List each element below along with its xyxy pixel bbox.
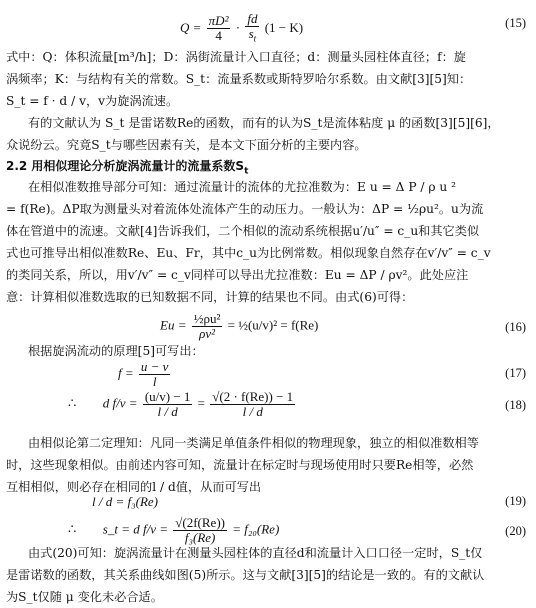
p5-line1: 由相似论第二定理知：凡同一类满足单值条件相似的物理现象，独立的相似准数相等 <box>28 436 479 450</box>
eq15-number: (15) <box>505 16 526 30</box>
section-heading-sub: t <box>244 166 249 177</box>
p2-line2: 众说纷云。究竟S_t与哪些因素有关，是本文下面分析的主要内容。 <box>6 138 367 152</box>
eq16-number: (16) <box>505 320 526 334</box>
p1-line2: 涡频率；K：与结构有关的常数。S_t：流量系数或斯特罗哈尔系数。由文献[3][5]知： <box>6 72 472 86</box>
eq16-lhs: Eu = <box>160 317 187 333</box>
eq15-den2: s <box>248 26 254 41</box>
eq16-num: ½ρu² <box>193 311 221 326</box>
eq18-therefore: ∴ <box>68 395 77 411</box>
equation-15 <box>0 2 536 42</box>
paragraph-similarity <box>6 432 526 498</box>
eq15-lhs: Q = <box>180 19 202 35</box>
eq18-den2: l / d <box>242 404 263 419</box>
p6-line1: 由式(20)可知：旋涡流量计在测量头园柱体的直径d和流量计入口口径一定时，S_t仅 <box>28 546 483 560</box>
paragraph-euler <box>6 176 526 308</box>
p5-line2: 时，这些现象相似。由前述内容可知，流量计在标定时与现场使用时只要Re相等，必然 <box>6 458 474 472</box>
eq15-den1: 4 <box>215 28 222 44</box>
eq17-lhs: f = <box>118 365 134 381</box>
p3-line3: 体在管道中的流速。文献[4]告诉我们，二个相似的流动系统根据u′/u″ = c_u和其它类似 <box>6 224 480 238</box>
eq15-den2-sub: t <box>253 33 257 44</box>
eq16-mid: = ½(u/v)² = f(Re) <box>227 317 319 333</box>
eq19-number: (19) <box>505 494 526 508</box>
equation-18 <box>0 384 536 428</box>
eq15-dot: · <box>235 19 241 35</box>
eq20-num: √(2f(Re)) <box>175 515 225 530</box>
section-heading-text: 2.2 用相似理论分析旋涡流量计的流量系数S <box>6 159 245 173</box>
eq17-num: u − v <box>140 359 169 374</box>
p3-line2: = f(Re)。ΔP取为测量头对着流体处流体产生的动压力。一般认为：ΔP = ½ρu²。u为流 <box>6 202 484 216</box>
equation-19 <box>0 492 536 516</box>
eq20-therefore: ∴ <box>68 521 77 537</box>
paragraph-symbols <box>6 46 526 112</box>
p1-line3: S_t = f · d / v，v为旋涡流速。 <box>6 94 179 108</box>
eq18-den1: l / d <box>157 404 178 419</box>
p2-line1: 有的文献认为 S_t 是雷诺数Re的函数，而有的认为S_t是流体粘度 μ 的函数[3][5][6]， <box>28 116 500 130</box>
eq18-eq: = <box>197 395 206 411</box>
eq18-num1: (u/v) − 1 <box>144 389 191 404</box>
section-heading <box>6 157 248 176</box>
eq15-num1: πD² <box>208 13 229 29</box>
p4-line1: 根据旋涡流动的原理[5]可写出： <box>28 344 204 358</box>
eq15-tail: (1 − K) <box>264 19 304 35</box>
eq17-number: (17) <box>505 366 526 380</box>
eq20-lhs: s_t = d f/v = <box>102 521 168 537</box>
eq20-rhs: = f₂₀(Re) <box>232 521 280 537</box>
p3-line1: 在相似准数推导部分可知：通过流量计的流体的尤拉准数为：E u = Δ P / ρ u ² <box>28 180 457 194</box>
eq18-number: (18) <box>505 398 526 412</box>
eq20-den: f₃(Re) <box>184 530 216 545</box>
paragraph-conclusion <box>6 542 526 608</box>
eq16-den: ρv² <box>199 326 215 341</box>
paragraph-literature <box>6 112 526 156</box>
eq19-expr: l / d = f₃(Re) <box>92 494 158 509</box>
p3-line6: 意：计算相似准数选取的已知数据不同，计算的结果也不同。由式(6)可得： <box>6 290 414 304</box>
eq20-number: (20) <box>505 524 526 538</box>
p3-line4: 式也可推导出相似准数Re、Eu、Fr，其中c_u为比例常数。相似现象自然存在v′/v″ = c_v <box>6 246 491 260</box>
p6-line3: 为S_t仅随 μ 变化未必合适。 <box>6 590 163 604</box>
eq17-den: l <box>152 374 157 389</box>
p6-line2: 是雷诺数的函数，其关系曲线如图(5)所示。这与文献[3][5]的结论是一致的。有的文献认 <box>6 568 485 582</box>
eq18-num2: √(2 · f(Re)) − 1 <box>212 389 294 404</box>
eq18-lhs: d f/v = <box>102 395 138 411</box>
p1-line1: 式中：Q：体积流量[m³/h]；D：涡街流量计入口直径；d：测量头园柱体直径；f：旋 <box>6 50 466 64</box>
p5-line3: 互相相似，则必存在相同的l / d值，从而可写出 <box>6 480 262 494</box>
eq15-num2: fd <box>247 11 258 26</box>
p3-line5: 的类同关系，所以，用v′/v″ = c_v同样可以导出尤拉准数：Eu = ΔP / ρv²。此处应注 <box>6 268 469 282</box>
